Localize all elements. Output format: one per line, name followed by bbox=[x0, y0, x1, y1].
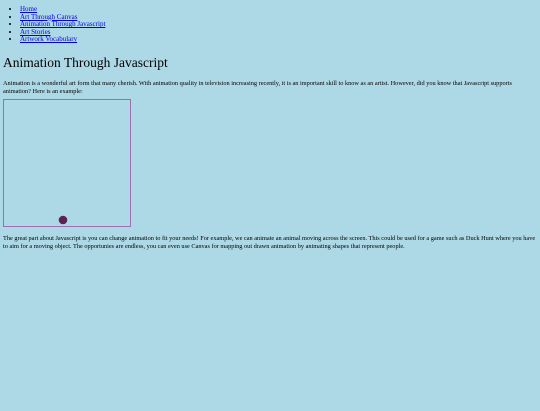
nav-link-artwork-vocabulary[interactable]: Artwork Vocabulary bbox=[20, 35, 78, 44]
nav-item-artwork-vocabulary bbox=[20, 36, 537, 44]
nav-link-art-stories[interactable]: Art Stories bbox=[20, 27, 51, 36]
nav-link-art-through-canvas[interactable]: Art Through Canvas bbox=[20, 12, 78, 21]
nav-link-home[interactable]: Home bbox=[20, 5, 38, 13]
nav-item-art-stories bbox=[20, 29, 537, 37]
page-title: Animation Through Javascript bbox=[3, 54, 168, 70]
nav-item-animation-through-javascript bbox=[20, 21, 537, 29]
nav-list bbox=[3, 6, 537, 44]
nav-item-home bbox=[20, 6, 537, 14]
animated-ball bbox=[59, 216, 68, 225]
nav-link-animation-through-javascript[interactable]: Animation Through Javascript bbox=[20, 20, 106, 29]
animation-canvas bbox=[3, 99, 131, 227]
intro-paragraph: Animation is a wonderful art form that many cherish. With animation quality in television increasing recently, it is an important skill to know as an artist. However, did you know that Javascript supports animation? Here is an example: bbox=[3, 79, 512, 95]
outro-paragraph: The great part about Javascript is you can change animation to fit your needs! For example, we can animate an animal moving across the screen. This could be used for a game such as Duck Hunt where you have to aim for a moving object. The opportunies are endless, you can even use Canvas for mapping out drawn animation by animating shapes that represent people. bbox=[3, 235, 536, 250]
animation-canvas-drawing bbox=[4, 100, 130, 226]
page bbox=[0, 6, 540, 250]
